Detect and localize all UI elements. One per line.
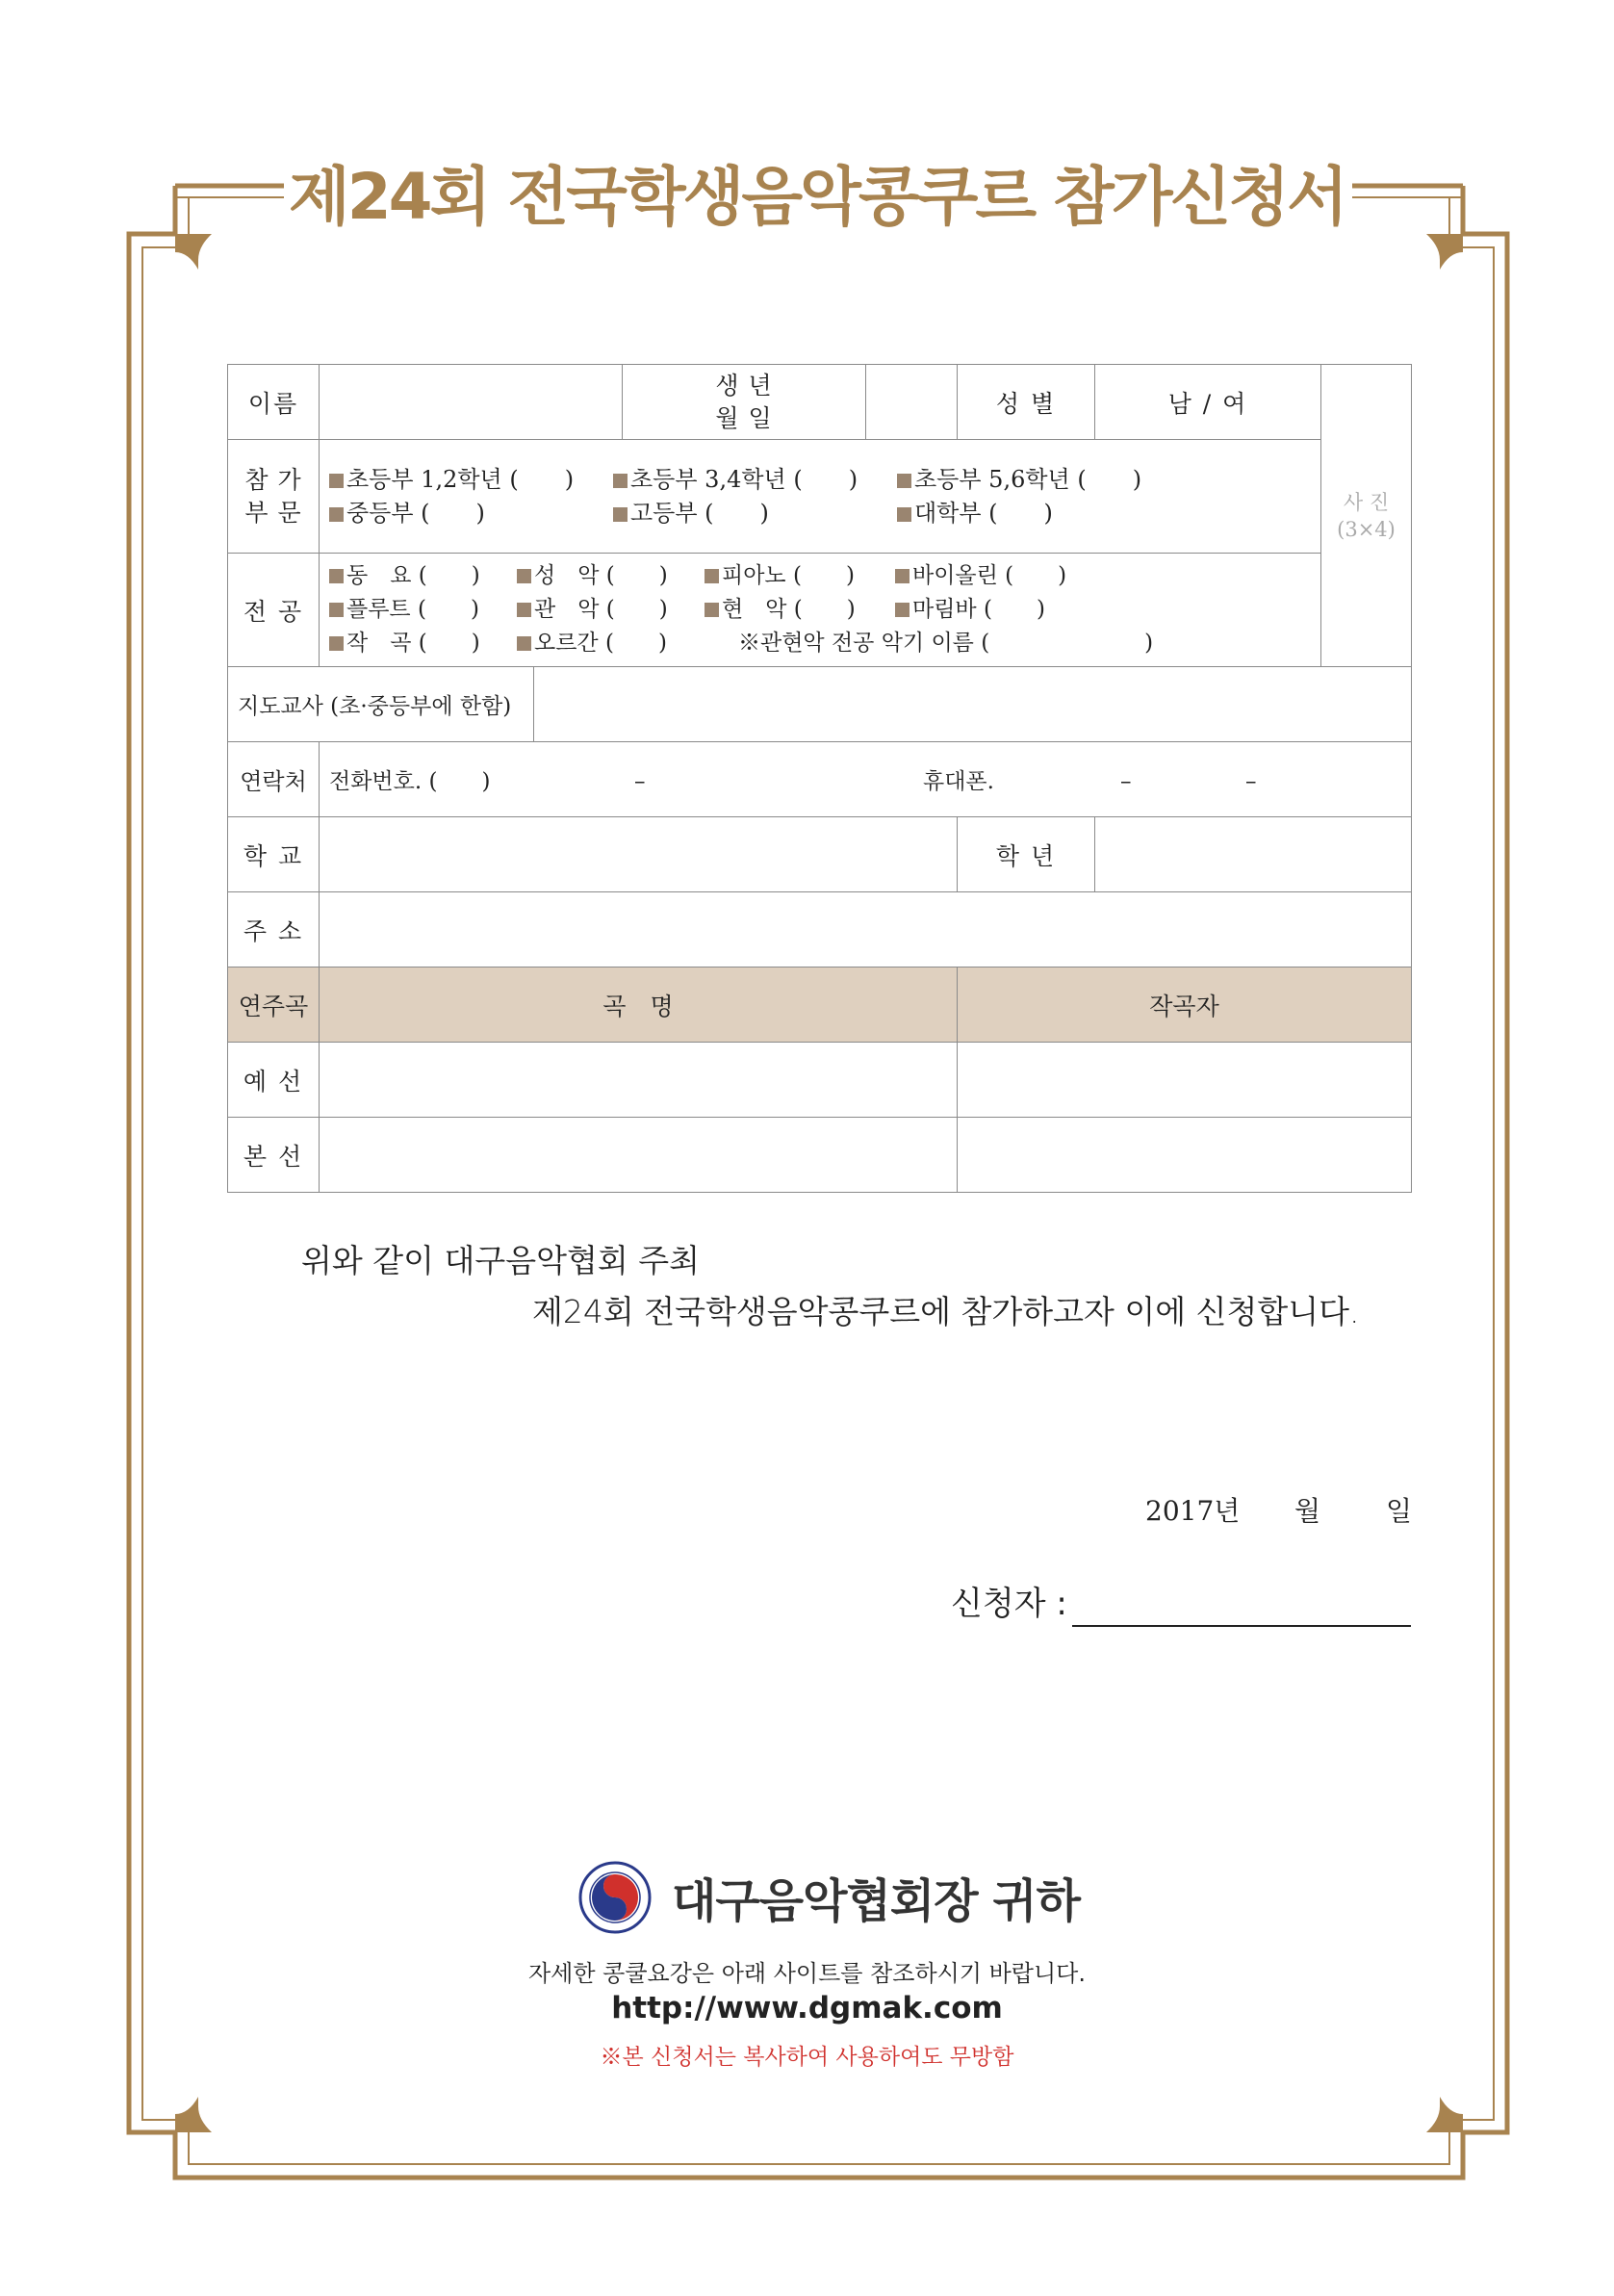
major-option[interactable]: 현 악 ( ) — [705, 593, 895, 627]
checkbox-square-icon — [613, 507, 628, 522]
division-option[interactable]: 초등부 1,2학년 ( ) — [329, 463, 613, 497]
division-label-line2: 부 문 — [244, 498, 302, 527]
checkbox-square-icon — [329, 603, 344, 617]
birth-label — [623, 365, 866, 440]
checkbox-square-icon — [329, 636, 344, 651]
division-label-line1: 참 가 — [244, 465, 302, 494]
statement-line2: 제24회 전국학생음악콩쿠르에 참가하고자 이에 신청합니다. — [532, 1293, 1360, 1330]
photo-label: 사 진 — [1343, 490, 1390, 514]
birth-label-line2: 월 일 — [715, 403, 773, 432]
major-option[interactable]: 성 악 ( ) — [517, 559, 705, 593]
grade-field[interactable] — [1095, 817, 1412, 892]
major-option[interactable]: 동 요 ( ) — [329, 559, 517, 593]
checkbox-square-icon — [329, 507, 344, 522]
major-label: 전 공 — [228, 554, 320, 667]
address-label: 주 소 — [228, 892, 320, 967]
school-field[interactable] — [320, 817, 958, 892]
checkbox-square-icon — [895, 569, 909, 583]
mobile-dash-2: – — [1245, 769, 1257, 794]
instrument-note[interactable]: ※관현악 전공 악기 이름 ( ) — [738, 631, 1154, 656]
address-field[interactable] — [320, 892, 1412, 967]
teacher-label: 지도교사 (초·중등부에 한함) — [228, 667, 534, 742]
phone-dash: – — [634, 769, 646, 794]
photo-box — [1321, 365, 1412, 667]
grade-label: 학 년 — [958, 817, 1095, 892]
guide-note: 자세한 콩쿨요강은 아래 사이트를 참조하시기 바랍니다. — [527, 1960, 1086, 1987]
major-option[interactable]: 플루트 ( ) — [329, 593, 517, 627]
name-label: 이름 — [228, 365, 320, 440]
major-option[interactable]: 관 악 ( ) — [517, 593, 705, 627]
school-label: 학 교 — [228, 817, 320, 892]
gender-label: 성 별 — [958, 365, 1095, 440]
division-options — [320, 440, 1321, 554]
checkbox-square-icon — [329, 474, 344, 488]
division-label — [228, 440, 320, 554]
composer-header: 작곡자 — [958, 967, 1412, 1043]
contact-field[interactable] — [320, 742, 1412, 817]
prelim-song-field[interactable] — [320, 1043, 958, 1118]
statement-line1: 위와 같이 대구음악협회 주최 — [301, 1242, 701, 1279]
major-option[interactable]: 바이올린 ( ) — [895, 559, 1066, 593]
name-field[interactable] — [320, 365, 623, 440]
song-header: 곡 명 — [320, 967, 958, 1043]
birth-label-line1: 생 년 — [715, 371, 773, 400]
phone-label: 전화번호. ( ) — [329, 769, 491, 794]
date-year: 2017년 — [1145, 1495, 1241, 1527]
checkbox-square-icon — [897, 507, 911, 522]
prelim-composer-field[interactable] — [958, 1043, 1412, 1118]
final-label: 본 선 — [228, 1118, 320, 1193]
teacher-field[interactable] — [534, 667, 1412, 742]
checkbox-square-icon — [517, 603, 531, 617]
signature-line[interactable] — [1072, 1625, 1411, 1627]
copy-note: ※본 신청서는 복사하여 사용하여도 무방함 — [600, 2045, 1014, 2070]
checkbox-square-icon — [705, 603, 719, 617]
repertoire-label: 연주곡 — [228, 967, 320, 1043]
division-option[interactable]: 초등부 3,4학년 ( ) — [613, 463, 897, 497]
checkbox-square-icon — [517, 569, 531, 583]
application-form — [227, 364, 1412, 1193]
checkbox-square-icon — [897, 474, 911, 488]
page-title: 제24회 전국학생음악콩쿠르 참가신청서 — [289, 160, 1345, 234]
division-option[interactable]: 중등부 ( ) — [329, 497, 613, 530]
date-day: 일 — [1386, 1495, 1413, 1527]
major-option[interactable]: 오르간 ( ) — [517, 627, 738, 660]
birth-field[interactable] — [866, 365, 958, 440]
association-logo-icon — [577, 1860, 653, 1935]
final-song-field[interactable] — [320, 1118, 958, 1193]
website-link[interactable]: http://www.dgmak.com — [611, 1991, 1003, 2025]
checkbox-square-icon — [329, 569, 344, 583]
checkbox-square-icon — [613, 474, 628, 488]
major-option[interactable]: 마림바 ( ) — [895, 593, 1045, 627]
contact-label: 연락처 — [228, 742, 320, 817]
organization-name: 대구음악협회장 귀하 — [672, 1874, 1081, 1928]
checkbox-square-icon — [517, 636, 531, 651]
division-option[interactable]: 대학부 ( ) — [897, 497, 1053, 530]
checkbox-square-icon — [705, 569, 719, 583]
gender-field[interactable]: 남 / 여 — [1095, 365, 1321, 440]
major-options — [320, 554, 1321, 667]
mobile-dash-1: – — [1120, 769, 1132, 794]
applicant-label: 신청자 : — [951, 1585, 1067, 1623]
prelim-label: 예 선 — [228, 1043, 320, 1118]
major-option[interactable]: 피아노 ( ) — [705, 559, 895, 593]
mobile-label: 휴대폰. — [923, 769, 994, 794]
photo-size: (3×4) — [1337, 517, 1396, 541]
division-option[interactable]: 초등부 5,6학년 ( ) — [897, 463, 1141, 497]
checkbox-square-icon — [895, 603, 909, 617]
division-option[interactable]: 고등부 ( ) — [613, 497, 897, 530]
major-option[interactable]: 작 곡 ( ) — [329, 627, 517, 660]
date-month: 월 — [1294, 1495, 1321, 1527]
final-composer-field[interactable] — [958, 1118, 1412, 1193]
